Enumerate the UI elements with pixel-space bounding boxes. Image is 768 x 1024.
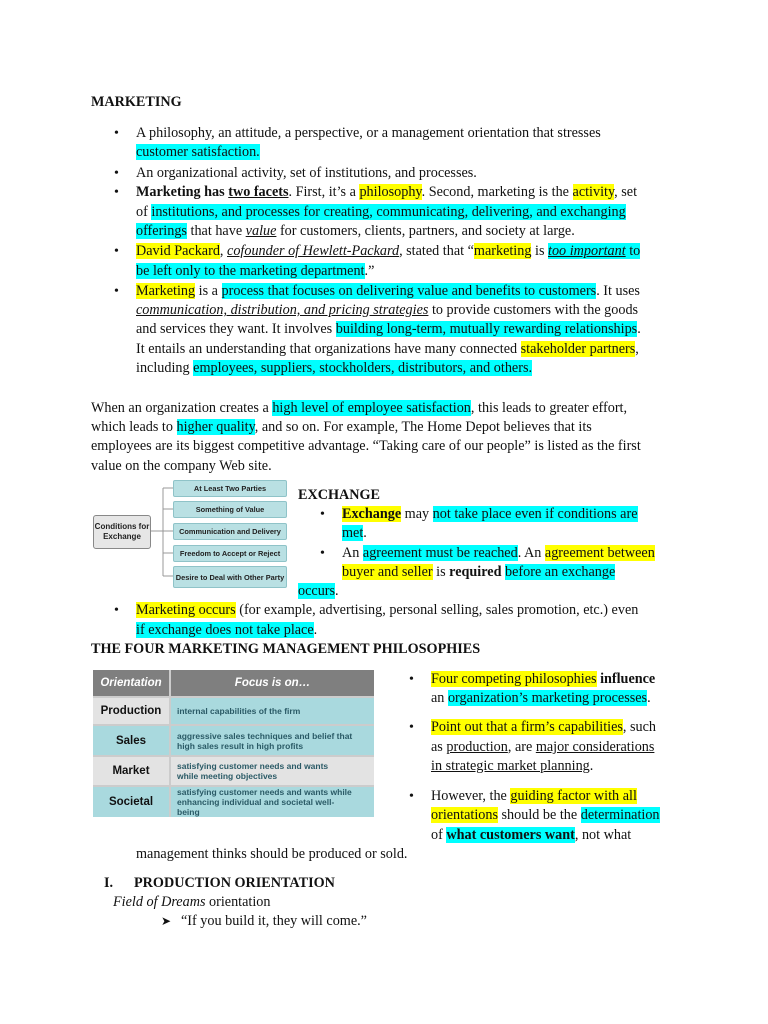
exchange-heading: EXCHANGE [298,487,380,503]
bullet-icon: • [114,126,119,141]
diagram-box: Communication and Delivery [173,523,287,540]
quote-text: “If you build it, they will come.” [181,913,367,929]
philosophy-text: orientations should be the determination [431,807,660,823]
philosophy-text: However, the guiding factor with all [431,788,637,804]
bullet-icon: • [320,546,325,561]
exchange-text: An agreement must be reached. An agreement between [342,545,655,561]
bullet-text: An organizational activity, set of institutions, and processes. [136,165,477,181]
paragraph-line: which leads to higher quality, and so on. For example, The Home Depot believes that its [91,419,592,435]
bullet-text: David Packard, cofounder of Hewlett-Packard, stated that “marketing is too important to [136,243,641,259]
philosophy-text: Four competing philosophies influence [431,671,656,687]
table-row-focus: satisfying customer needs and wants while meeting objectives [171,757,374,785]
bullet-text: Marketing has two facets. First, it’s a philosophy. Second, marketing is the activity, set [136,184,638,200]
table-row-focus: internal capabilities of the firm [171,698,374,724]
bullet-icon: • [409,672,414,687]
section-subtitle: Field of Dreams orientation [113,894,271,910]
philosophy-text: an organization’s marketing processes. [431,690,651,706]
section-heading: PRODUCTION ORIENTATION [134,875,335,891]
bullet-text: including employees, suppliers, stockholders, distributors, and others. [136,360,533,376]
page-title: MARKETING [91,94,182,110]
bullet-text: It entails an understanding that organizations have many connected stakeholder partners, [136,341,639,357]
exchange-diagram [92,480,292,588]
diagram-box: Freedom to Accept or Reject [173,545,287,562]
bullet-text: Marketing is a process that focuses on delivering value and benefits to customers. It uses [136,283,640,299]
paragraph-line: value on the company Web site. [91,458,272,474]
philosophy-text: management thinks should be produced or sold. [136,846,408,862]
exchange-text: met. [342,525,367,541]
bullet-icon: • [114,603,119,618]
diagram-main-box: Conditions for Exchange [93,515,151,549]
arrow-bullet-icon: ➤ [161,914,172,928]
section-number: I. [104,875,114,891]
bullet-icon: • [320,507,325,522]
paragraph-line: When an organization creates a high level of employee satisfaction, this leads to greater effort, [91,400,628,416]
philosophy-text: Point out that a firm’s capabilities, such [431,719,657,735]
bullet-text: offerings that have value for customers, clients, partners, and society at large. [136,223,575,239]
paragraph-line: employees are its biggest competitive advantage. “Taking care of our people” is listed as the first [91,438,641,454]
table-row-name: Market [93,757,169,785]
bullet-icon: • [114,185,119,200]
table-header-orientation: Orientation [93,670,169,696]
bullet-icon: • [114,244,119,259]
bullet-text: A philosophy, an attitude, a perspective, or a management orientation that stresses [136,125,601,141]
bullet-icon: • [409,789,414,804]
table-row-focus: satisfying customer needs and wants while enhancing individual and societal well-being [171,787,374,817]
bullet-icon: • [114,284,119,299]
bullet-icon: • [409,720,414,735]
diagram-box: Something of Value [173,501,287,518]
table-row-focus: aggressive sales techniques and belief that high sales result in high profits [171,726,374,755]
table-row-name: Sales [93,726,169,755]
table-row-name: Societal [93,787,169,817]
philosophy-text: of what customers want, not what [431,827,632,843]
bullet-text: of institutions, and processes for creating, communicating, delivering, and exchanging [136,204,626,220]
bullet-icon: • [114,166,119,181]
bullet-text: if exchange does not take place. [136,622,318,638]
exchange-text: Exchange may not take place even if conditions are [342,506,638,522]
diagram-box: Desire to Deal with Other Party [173,566,287,588]
diagram-box: At Least Two Parties [173,480,287,497]
table-row-name: Production [93,698,169,724]
philosophy-text: as production, are major considerations [431,739,655,755]
exchange-text: occurs. [298,583,339,599]
exchange-text: buyer and seller is required before an exchange [342,564,616,580]
table-header-focus: Focus is on… [171,670,374,696]
bullet-text: customer satisfaction. [136,144,260,160]
philosophies-heading: THE FOUR MARKETING MANAGEMENT PHILOSOPHIES [91,641,481,657]
orientation-table [93,670,374,817]
bullet-text: and services they want. It involves building long-term, mutually rewarding relationships. [136,321,641,337]
bullet-text: be left only to the marketing department.” [136,263,375,279]
bullet-text: Marketing occurs (for example, advertising, personal selling, sales promotion, etc.) even [136,602,639,618]
philosophy-text: in strategic market planning. [431,758,594,774]
bullet-text: communication, distribution, and pricing strategies to provide customers with the goods [136,302,639,318]
